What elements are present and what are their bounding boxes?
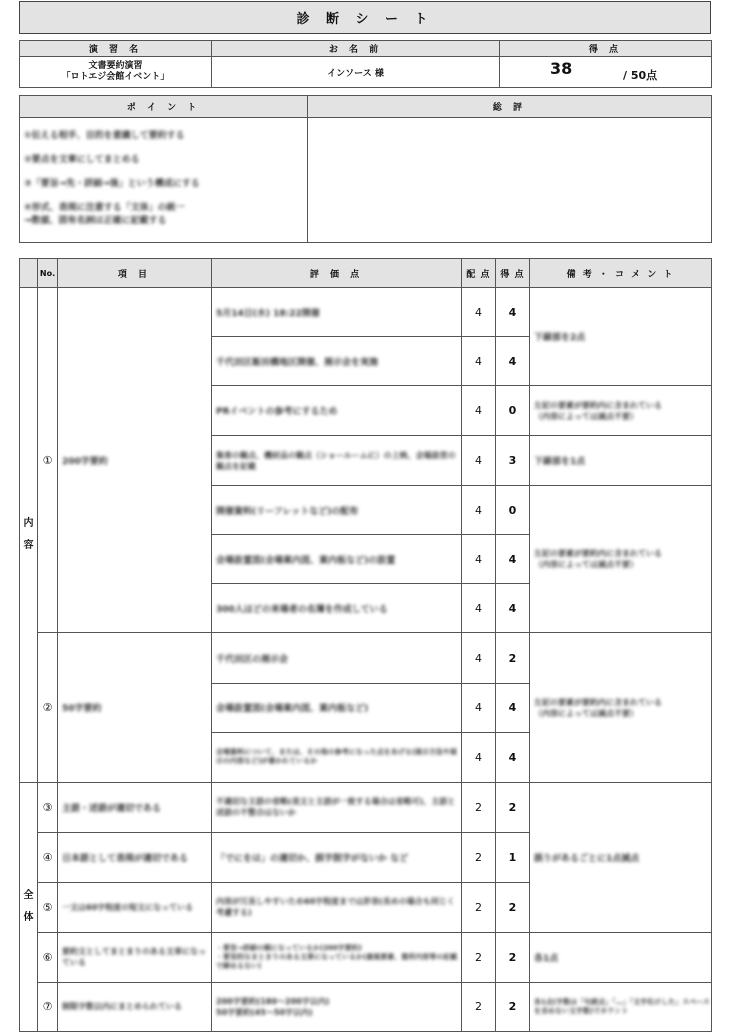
max-score: / 50点 [623,69,658,82]
max-points: 4 [462,732,496,782]
criteria: PRイベントの参考にするため [212,386,462,436]
comment: 下線部を2点 [530,288,712,386]
criteria: ・要旨→詳細の順になっているか(200字要約) ・要旨的なまとまりのある文章になっているか(最後要素、箇所内容等の記載で締めるない) [212,932,462,982]
got-points: 0 [496,386,530,436]
criteria: 千代田区飯田橋地区開催、展示会を実施 [212,337,462,386]
col-criteria: 評 価 点 [212,259,462,288]
group-no: ⑥ [38,932,58,982]
trainee-name: インソース 様 [212,57,500,88]
max-points: 4 [462,337,496,386]
col-no: No. [38,259,58,288]
summary-table [19,95,712,243]
info-table [19,40,712,88]
evaluation-table [19,258,712,1032]
point-item: ②要点を文章にしてまとめる [24,155,140,165]
max-points: 4 [462,683,496,732]
max-points: 2 [462,932,496,982]
max-points: 2 [462,782,496,832]
points-header: ポ イ ン ト [20,96,308,118]
exercise-name-line1: 文書要約演習 [88,61,143,71]
comment: 左記の要素が要約内に含まれている （内容によっては減点不要） [530,633,712,782]
review-cell [308,118,712,243]
got-points: 3 [496,436,530,486]
got-points: 2 [496,782,530,832]
group-no: ② [38,633,58,782]
max-points: 4 [462,436,496,486]
group-item: 主語・述語が適切である [58,782,212,832]
max-points: 4 [462,486,496,535]
got-points: 4 [496,337,530,386]
criteria: 内容が冗長しやすいため60字程度までは許容(長めの場合も同じく考慮する) [212,882,462,932]
col-section [20,259,38,288]
points-cell [20,118,308,243]
score-header: 得 点 [500,41,712,57]
got-points: 4 [496,584,530,633]
exercise-name [20,57,212,88]
total-score-cell [500,57,712,88]
review-header: 総 評 [308,96,712,118]
col-comment: 備 考 ・ コ メ ン ト [530,259,712,288]
criteria: 会場設置図(会場案内図、案内板など) [212,683,462,732]
max-points: 2 [462,982,496,1031]
got-points: 4 [496,732,530,782]
comment: 左記の要素が要約内に含まれている （内容によっては減点不要） [530,486,712,633]
got-points: 2 [496,932,530,982]
comment: 左記の要素が要約内に含まれている （内容によっては減点不要） [530,386,712,436]
point-item: ④形式、表現に注意する「文体」の統一 →数値、固有名詞は正確に記載する [24,203,185,226]
group-item: 一文は60字程度の短文になっている [58,882,212,932]
criteria: 5月14日(水) 18:22開催 [212,288,462,337]
comment: 誤りがあるごとに1点減点 [530,782,712,932]
max-points: 2 [462,882,496,932]
got-points: 4 [496,288,530,337]
max-points: 4 [462,386,496,436]
comment: 下線部を1点 [530,436,712,486]
col-max: 配 点 [462,259,496,288]
sheet-title: 診 断 シ ー ト [19,1,711,34]
criteria: 「でにをは」の適切か、誤字脱字がないか など [212,832,462,882]
got-points: 0 [496,486,530,535]
criteria: 開催資料(リーフレットなど)の配布 [212,486,462,535]
max-points: 4 [462,535,496,584]
got-points: 2 [496,633,530,683]
section-content: 内 容 [20,288,38,783]
max-points: 4 [462,288,496,337]
max-points: 4 [462,584,496,633]
group-no: ③ [38,782,58,832]
criteria: 会場資料について、または、その他の参考になった点をあげる(展示方法や展示の内容など)が書かれているか [212,732,462,782]
total-score: 38 [550,59,573,78]
comment: 各1点(字数は「句読点」「…」「文字化けした」スペースを含めない文字数)でカウント [530,982,712,1031]
got-points: 2 [496,982,530,1031]
point-item: ③「要旨→先・詳細→後」という構成にする [24,179,200,189]
exercise-header: 演 習 名 [20,41,212,57]
section-overall: 全 体 [20,782,38,1031]
criteria: 300人ほどの来場者の名簿を作成している [212,584,462,633]
criteria: 会場設置図(会場案内図、案内板など)の設置 [212,535,462,584]
group-item: 200字要約 [58,288,212,633]
criteria: 不適切な主語の省略(表文と主語が一致する場合は省略可)、主語と述語の不整合はないか [212,782,462,832]
group-no: ① [38,288,58,633]
got-points: 4 [496,683,530,732]
comment: 各1点 [530,932,712,982]
got-points: 4 [496,535,530,584]
col-item: 項 目 [58,259,212,288]
group-item: 日本語として表現が適切である [58,832,212,882]
group-no: ⑤ [38,882,58,932]
got-points: 2 [496,882,530,932]
name-header: お 名 前 [212,41,500,57]
group-no: ⑦ [38,982,58,1031]
criteria: 千代田区の展示会 [212,633,462,683]
criteria: 集客の観点、機材品の観点（ショールームに）の上映、会場設営の観点を記載 [212,436,462,486]
group-no: ④ [38,832,58,882]
got-points: 1 [496,832,530,882]
max-points: 4 [462,633,496,683]
criteria: 200字要約(180〜200字以内) 50字要約(45〜50字以内) [212,982,462,1031]
max-points: 2 [462,832,496,882]
group-item: 50字要約 [58,633,212,782]
group-item: 要約文としてまとまりのある文章になっている [58,932,212,982]
col-got: 得 点 [496,259,530,288]
group-item: 制限字数以内にまとめられている [58,982,212,1031]
exercise-name-line2: 「ロトエジ会館イベント」 [61,72,170,82]
point-item: ①伝える相手、目的を意識して要約する [24,131,185,141]
